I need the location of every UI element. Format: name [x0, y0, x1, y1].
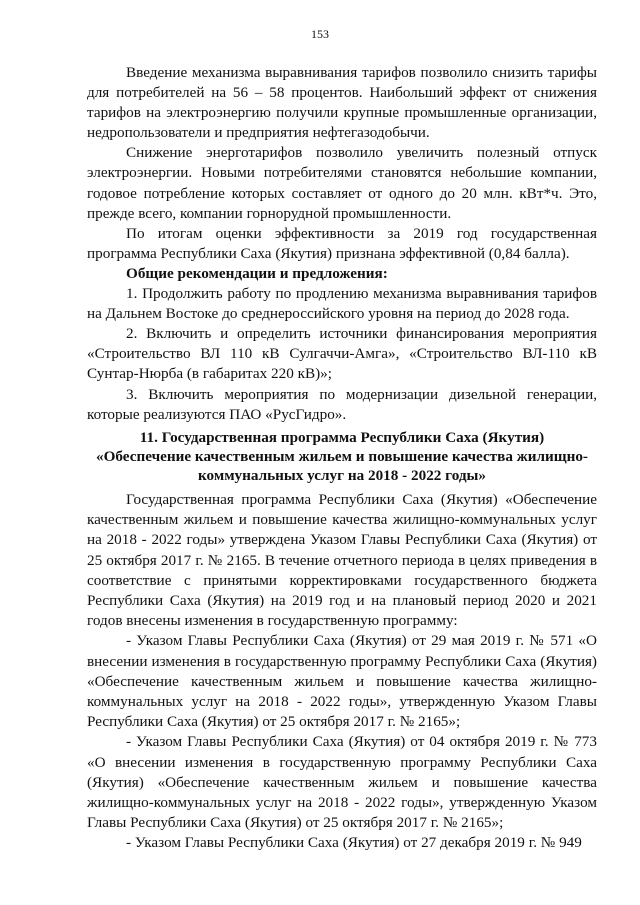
decree-item: - Указом Главы Республики Саха (Якутия) от 04 октября 2019 г. № 773 «О внесении изменения в государственную программу Республики Саха (Якутия) «Обеспечение качественным жильем и повышение качества жилищно-коммунальных услуг на 2018 - 2022 годы», утвержденную Указом Главы Республики Саха (Якутия) от 25 октября 2017 г. № 2165»; [87, 733, 597, 832]
section-heading-line: «Обеспечение качественным жильем и повышение качества жилищно- [96, 448, 588, 465]
paragraph-tariff-effect: Введение механизма выравнивания тарифов позволило снизить тарифы для потребителей на 56 – 58 процентов. Наибольший эффект от снижения тарифов на электроэнергию получили крупные промышленные организации, недропользователи и предприятия нефтегазодобычи. [87, 64, 597, 142]
section-heading [87, 428, 597, 485]
decree-item: - Указом Главы Республики Саха (Якутия) от 27 декабря 2019 г. № 949 [126, 834, 582, 852]
recommendations-heading: Общие рекомендации и предложения: [126, 264, 388, 282]
page-number: 153 [311, 27, 329, 41]
top-text-block [87, 63, 597, 425]
section-body [87, 490, 597, 854]
paragraph-program-intro: Государственная программа Республики Саха (Якутия) «Обеспечение качественным жильем и повышение качества жилищно-коммунальных услуг на 2018 - 2022 годы» утверждена Указом Главы Республики Саха (Якутия) от 25 октября 2017 г. № 2165. В течение отчетного периода в целях приведения в соответствие с принятыми корректировками государственного бюджета Республики Саха (Якутия) на 2019 год и на плановый период 2020 и 2021 годов внесены изменения в государственную программу: [87, 491, 597, 630]
decree-item: - Указом Главы Республики Саха (Якутия) от 29 мая 2019 г. № 571 «О внесении изменения в государственную программу Республики Саха (Якутия) «Обеспечение качественным жильем и повышение качества жилищно-коммунальных услуг на 2018 - 2022 годы», утвержденную Указом Главы Республики Саха (Якутия) от 25 октября 2017 г. № 2165»; [87, 632, 597, 731]
section-heading-line: 11. Государственная программа Республики Саха (Якутия) [139, 429, 545, 446]
paragraph-efficiency-assessment: По итогам оценки эффективности за 2019 год государственная программа Республики Саха (Якутия) признана эффективной (0,84 балла). [87, 224, 597, 262]
paragraph-energy-tariffs: Снижение энерготарифов позволило увеличить полезный отпуск электроэнергии. Новыми потребителями становятся небольшие компании, годовое потребление которых составляет от одного до 20 млн. кВт*ч. Это, прежде всего, компании горнорудной промышленности. [87, 144, 597, 222]
recommendation-item: 2. Включить и определить источники финансирования мероприятия «Строительство ВЛ 110 кВ Сулгаччи-Амга», «Строительство ВЛ-110 кВ Сунтар-Нюрба (в габаритах 220 кВ)»; [87, 325, 597, 383]
section-heading-line: коммунальных услуг на 2018 - 2022 годы» [198, 467, 486, 484]
recommendation-item: 3. Включить мероприятия по модернизации дизельной генерации, которые реализуются ПАО «РусГидро». [87, 385, 597, 423]
recommendation-item: 1. Продолжить работу по продлению механизма выравнивания тарифов на Дальнем Востоке до среднероссийского уровня на период до 2028 года. [87, 285, 597, 323]
